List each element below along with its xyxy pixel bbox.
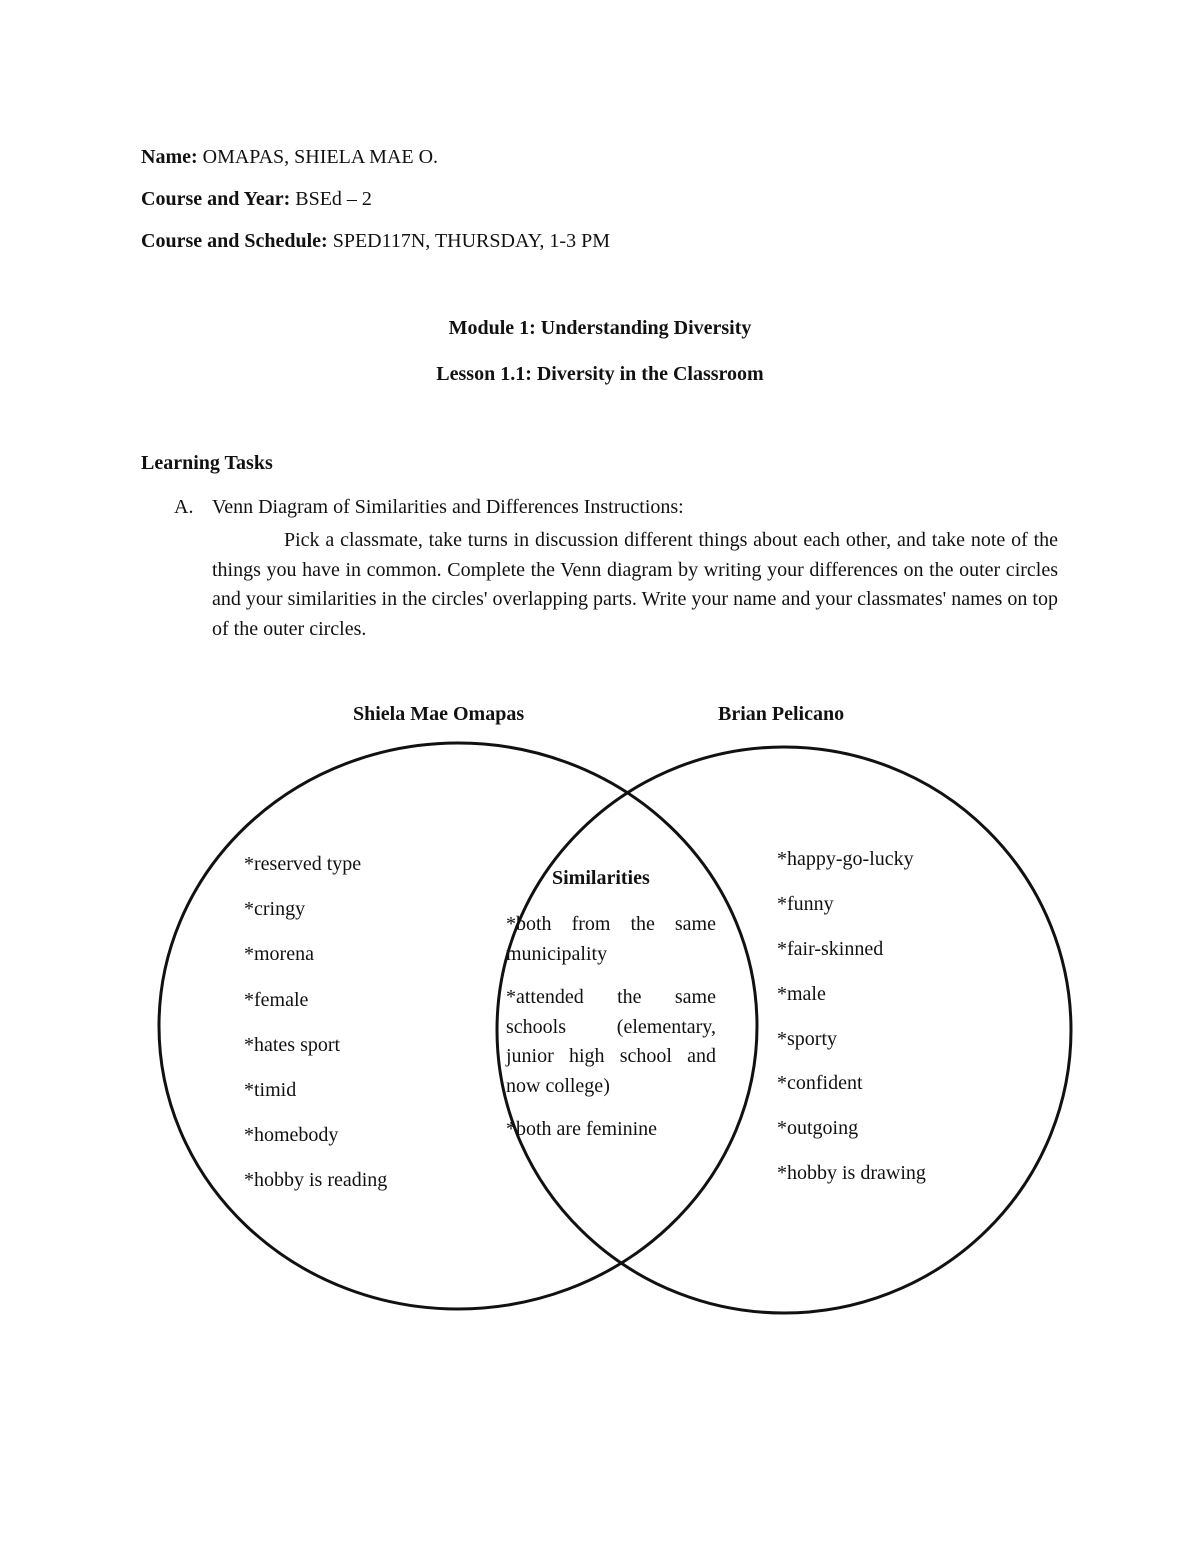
- course-schedule-line: [141, 229, 610, 253]
- similarities-list: [506, 910, 716, 1159]
- course-year-value: BSEd – 2: [295, 188, 372, 210]
- course-year-line: [141, 187, 372, 211]
- course-schedule-label: Course and Schedule:: [141, 230, 328, 252]
- learning-tasks-heading: Learning Tasks: [141, 452, 273, 474]
- list-item: *fair-skinned: [777, 937, 884, 960]
- venn-right-list: [777, 845, 926, 1204]
- list-item: *homebody: [244, 1124, 339, 1147]
- lesson-title: Lesson 1.1: Diversity in the Classroom: [436, 363, 764, 385]
- task-a-marker: A.: [174, 496, 194, 518]
- list-item: *hobby is drawing: [777, 1162, 926, 1185]
- name-label: Name:: [141, 146, 198, 168]
- student-name-line: [141, 145, 438, 169]
- list-item: *funny: [777, 892, 834, 915]
- name-value: OMAPAS, SHIELA MAE O.: [202, 146, 439, 168]
- list-item: *male: [777, 982, 826, 1005]
- list-item: *reserved type: [244, 853, 362, 875]
- list-item: *hates sport: [244, 1033, 341, 1056]
- list-item: *timid: [244, 1078, 297, 1101]
- list-item: *female: [244, 988, 309, 1011]
- task-a-instructions: Pick a classmate, take turns in discussion different things about each other, and take note of the things you have in common. Complete the Venn diagram by writing your differences on the outer circles and your similarities in the circles' overlapping parts. Write your name and your classmates' names on top of the outer circles.: [212, 529, 1058, 640]
- venn-right-name: Brian Pelicano: [718, 703, 845, 725]
- list-item: *morena: [244, 943, 314, 966]
- venn-left-list: [244, 850, 387, 1212]
- list-item: *attended the same schools (elementary, junior high school and now college): [506, 986, 716, 1097]
- venn-left-name: Shiela Mae Omapas: [353, 703, 525, 725]
- course-year-label: Course and Year:: [141, 188, 291, 210]
- list-item: *hobby is reading: [244, 1169, 388, 1192]
- course-schedule-value: SPED117N, THURSDAY, 1-3 PM: [332, 230, 610, 252]
- list-item: *happy-go-lucky: [777, 848, 914, 870]
- list-item: *outgoing: [777, 1117, 859, 1140]
- list-item: *sporty: [777, 1027, 837, 1050]
- list-item: *both from the same municipality: [506, 913, 716, 965]
- similarities-title: Similarities: [552, 867, 650, 889]
- task-a-heading: Venn Diagram of Similarities and Differences Instructions:: [212, 496, 684, 518]
- module-title: Module 1: Understanding Diversity: [448, 317, 752, 339]
- list-item: *confident: [777, 1072, 863, 1095]
- list-item: *both are feminine: [506, 1118, 658, 1140]
- list-item: *cringy: [244, 898, 306, 921]
